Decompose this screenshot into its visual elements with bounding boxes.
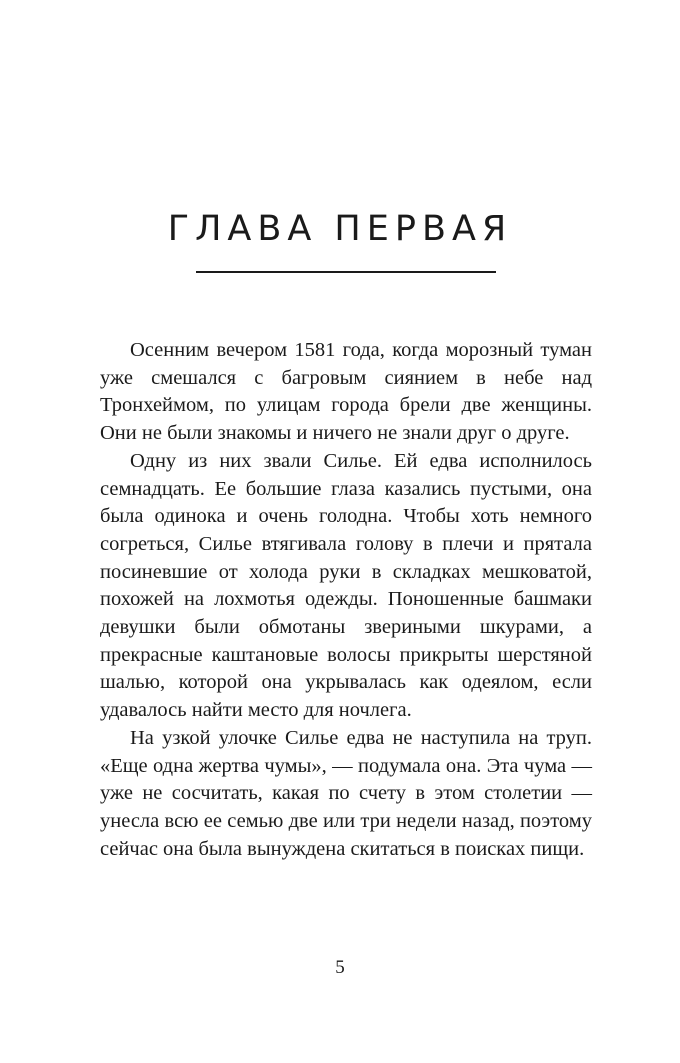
- paragraph-3: На узкой улочке Силье едва не наступила на труп. «Еще одна жертва чумы», — подумала она. Эта чума — уже не сосчитать, какая по счету в этом столетии — унесла всю ее семью две или три недели назад, поэтому сейчас она была вынуждена скитаться в поисках пищи.: [100, 726, 592, 860]
- title-divider: [196, 271, 496, 273]
- paragraph-2: Одну из них звали Силье. Ей едва исполнилось семнадцать. Ее большие глаза казались пустыми, она была одинока и очень голодна. Чтобы хоть немного согреться, Силье втягивала голову в плечи и прятала посиневшие от холода руки в складках мешковатой, похожей на лохмотья одежды. Поношенные башмаки девушки были обмотаны звериными шкурами, а прекрасные каштановые волосы прикрыты шерстяной шалью, которой она укрывалась как одеялом, если удавалось найти место для ночлега.: [100, 449, 592, 722]
- body-text: [100, 337, 592, 863]
- page-number: 5: [335, 957, 345, 978]
- chapter-title: ГЛАВА ПЕРВАЯ: [167, 209, 513, 249]
- paragraph-1: Осенним вечером 1581 года, когда морозный туман уже смешался с багровым сиянием в небе над Тронхеймом, по улицам города брели две женщины. Они не были знакомы и ничего не знали друг о друге.: [100, 339, 592, 445]
